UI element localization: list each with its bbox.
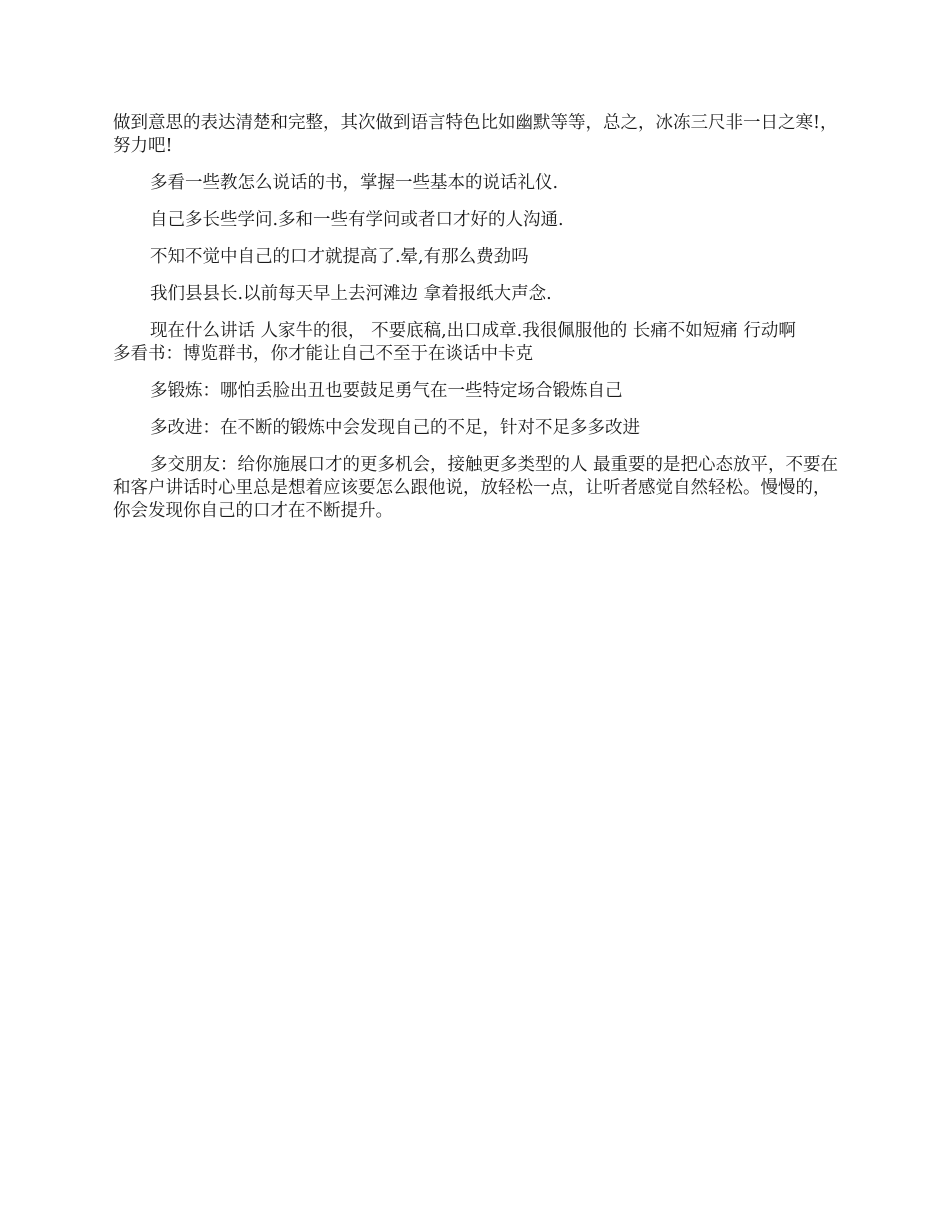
paragraph-county-head: 我们县县长.以前每天早上去河滩边 拿着报纸大声念. <box>150 284 552 304</box>
paragraph-improve: 多改进：在不断的锻炼中会发现自己的不足，针对不足多多改进 <box>150 418 640 438</box>
document-page <box>113 112 841 523</box>
paragraph-improve-unaware: 不知不觉中自己的口才就提高了.晕,有那么费劲吗 <box>150 247 529 267</box>
paragraph-read-widely: 多看书：博览群书，你才能让自己不至于在谈话中卡克 <box>113 344 533 364</box>
paragraph-intro: 做到意思的表达清楚和完整，其次做到语言特色比如幽默等等，总之，冰冻三尺非一日之寒!，努力吧! <box>113 113 838 156</box>
paragraph-read-books: 多看一些教怎么说话的书，掌握一些基本的说话礼仪. <box>150 173 559 193</box>
paragraph-make-friends: 多交朋友：给你施展口才的更多机会，接触更多类型的人 最重要的是把心态放平，不要在和客户讲话时心里总是想着应该要怎么跟他说，放轻松一点，让听者感觉自然轻松。慢慢的，你会发现你自己的口才在不断提升。 <box>113 455 839 521</box>
paragraph-practice: 多锻炼：哪怕丢脸出丑也要鼓足勇气在一些特定场合锻炼自己 <box>150 381 623 401</box>
paragraph-now-speaking: 现在什么讲话 人家牛的很， 不要底稿,出口成章.我很佩服他的 长痛不如短痛 行动啊 <box>150 321 796 341</box>
paragraph-learn-more: 自己多长些学问.多和一些有学问或者口才好的人沟通. <box>150 210 564 230</box>
